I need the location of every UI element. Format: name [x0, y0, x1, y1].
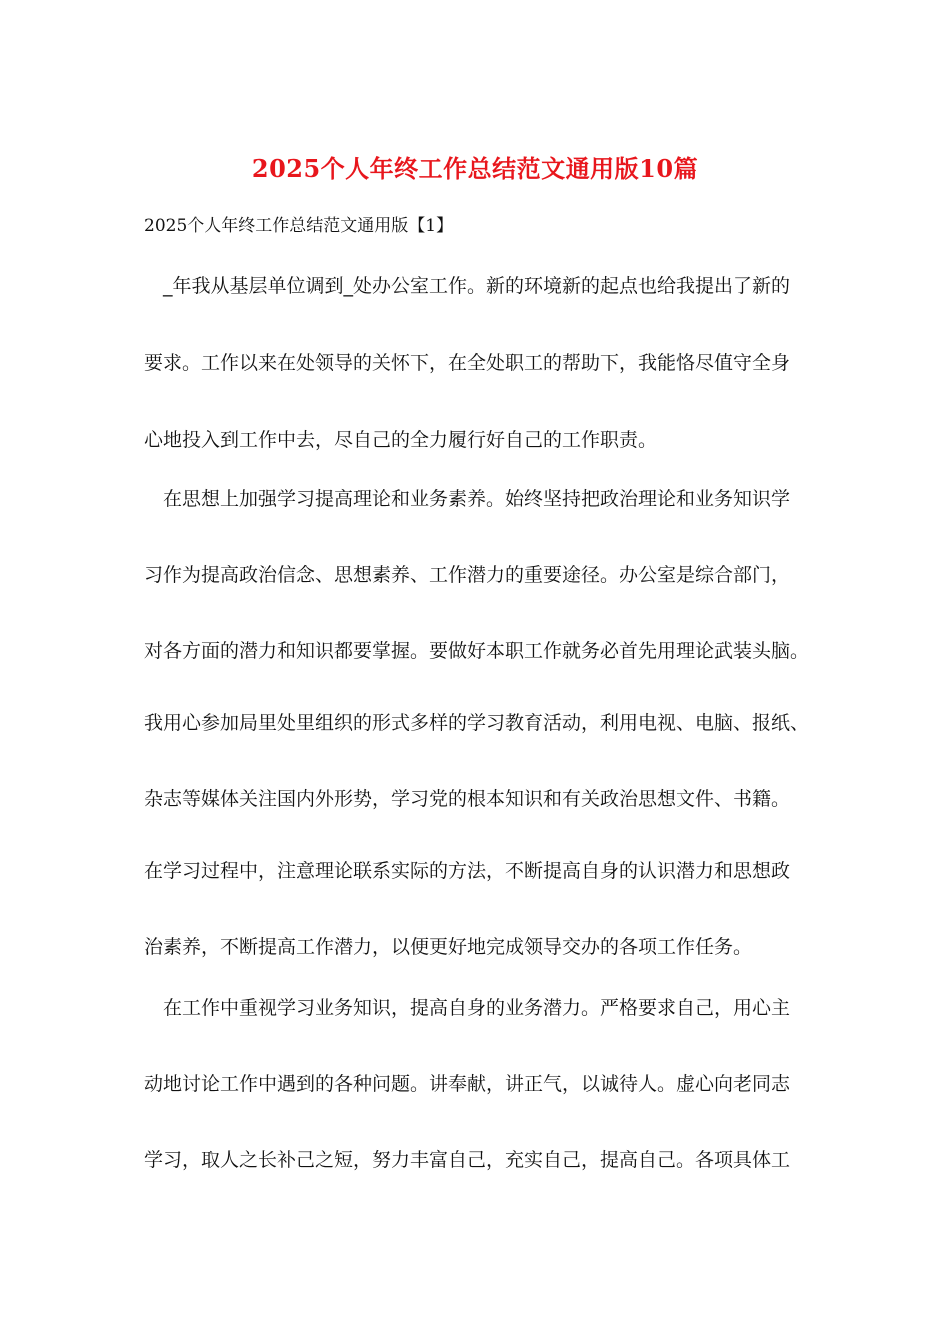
paragraph-line: 习作为提高政治信念、思想素养、工作潜力的重要途径。办公室是综合部门， [144, 564, 791, 586]
paragraph-line: 在工作中重视学习业务知识，提高自身的业务潜力。严格要求自己，用心主 [163, 997, 791, 1019]
paragraph-line: 在学习过程中，注意理论联系实际的方法，不断提高自身的认识潜力和思想政 [144, 860, 791, 882]
document-title: 2025个人年终工作总结范文通用版10篇 [251, 154, 699, 183]
paragraph-line: 要求。工作以来在处领导的关怀下，在全处职工的帮助下，我能恪尽值守全身 [144, 352, 791, 374]
section-heading: 2025个人年终工作总结范文通用版【1】 [144, 216, 454, 236]
paragraph-line: 心地投入到工作中去，尽自己的全力履行好自己的工作职责。 [144, 429, 658, 451]
paragraph-line: 学习，取人之长补己之短，努力丰富自己，充实自己，提高自己。各项具体工 [144, 1149, 791, 1171]
paragraph-line: 杂志等媒体关注国内外形势，学习党的根本知识和有关政治思想文件、书籍。 [144, 788, 791, 810]
paragraph-line: _年我从基层单位调到_处办公室工作。新的环境新的起点也给我提出了新的 [163, 275, 791, 297]
paragraph-line: 动地讨论工作中遇到的各种问题。讲奉献，讲正气，以诚待人。虚心向老同志 [144, 1073, 791, 1095]
paragraph-line: 治素养，不断提高工作潜力，以便更好地完成领导交办的各项工作任务。 [144, 936, 753, 958]
paragraph-line: 在思想上加强学习提高理论和业务素养。始终坚持把政治理论和业务知识学 [163, 488, 791, 510]
paragraph-line: 对各方面的潜力和知识都要掌握。要做好本职工作就务必首先用理论武装头脑。 [144, 640, 810, 662]
paragraph-line: 我用心参加局里处里组织的形式多样的学习教育活动，利用电视、电脑、报纸、 [144, 712, 810, 734]
